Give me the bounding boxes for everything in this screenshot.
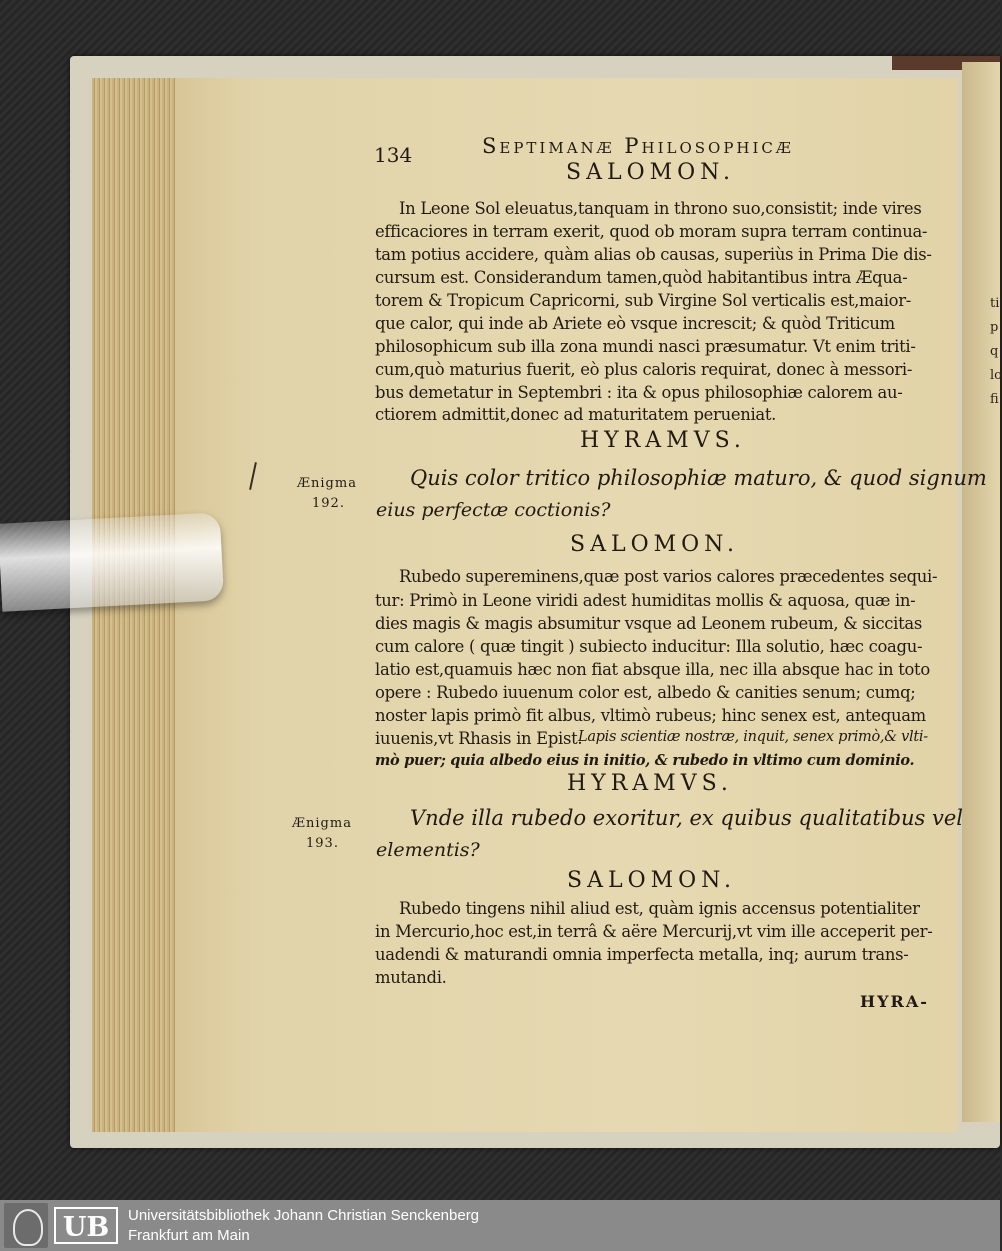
text-line: tam potius accidere, quàm alias ob causas, superiùs in Prima Die dis- — [375, 245, 932, 264]
question-line: elementis? — [376, 839, 480, 861]
margin-note: Ænigma — [297, 476, 357, 491]
library-logo[interactable] — [4, 1203, 120, 1248]
text-line: que calor, qui inde ab Ariete eò vsque increscit; & quòd Triticum — [375, 314, 895, 333]
speaker-heading: HYRAMVS. — [580, 428, 746, 453]
text-line: mutandi. — [375, 968, 447, 987]
text-line: philosophicum sub illa zona mundi nasci præsumatur. Vt enim triti- — [375, 337, 916, 356]
question-line: eius perfectæ coctionis? — [376, 499, 611, 521]
text-line: In Leone Sol eleuatus,tanquam in throno suo,consistit; inde vires — [399, 199, 922, 218]
text-line: Rubedo tingens nihil aliud est, quàm ignis accensus potentialiter — [399, 899, 920, 918]
margin-note: 193. — [306, 836, 339, 851]
question-line: Vnde illa rubedo exoritur, ex quibus qualitatibus vel — [410, 806, 964, 830]
speaker-heading: SALOMON. — [567, 868, 737, 893]
italic-quote: Lapis scientiæ nostræ, inquit, senex primò,& vlti- — [578, 729, 928, 745]
catchword: HYRA- — [860, 992, 929, 1011]
facing-page-fragment: ti — [990, 296, 1000, 311]
facing-page-edge — [962, 62, 1000, 1122]
text-line: noster lapis primò fit albus, vltimò rubeus; hinc senex est, antequam — [375, 706, 926, 725]
text-line: tur: Primò in Leone viridi adest humiditas mollis & aquosa, quæ in- — [375, 591, 916, 610]
library-footer — [0, 1200, 1000, 1251]
speaker-heading: SALOMON. — [570, 532, 740, 557]
margin-note: 192. — [312, 496, 345, 511]
question-line: Quis color tritico philosophiæ maturo, & quod signum — [410, 466, 987, 490]
facing-page-fragment: fi — [990, 392, 999, 407]
text-line: ctiorem admittit,donec ad maturitatem perueniat. — [375, 405, 777, 424]
text-line: in Mercurio,hoc est,in terrâ & aëre Mercurij,vt vim ille acceperit per- — [375, 922, 933, 941]
text-line: bus demetatur in Septembri : ita & opus philosophiæ calorem au- — [375, 383, 903, 402]
text-line: cum calore ( quæ tingit ) subiecto inducitur: Illa solutio, hæc coagu- — [375, 637, 923, 656]
text-line: dies magis & magis absumitur vsque ad Leonem rubeum, & siccitas — [375, 614, 922, 633]
glass-page-weight — [0, 512, 224, 611]
text-line: opere : Rubedo iuuenum color est, albedo & canities senum; cumq; — [375, 683, 916, 702]
text-line: uadendi & maturandi omnia imperfecta metalla, inq; aurum trans- — [375, 945, 909, 964]
italic-quote: mò puer; quia albedo eius in initio, & rubedo in vltimo cum dominio. — [375, 752, 915, 769]
facing-page-fragment: q — [990, 344, 999, 359]
text-line: iuuenis,vt Rhasis in Epist. — [375, 729, 583, 748]
speaker-heading: HYRAMVS. — [567, 771, 733, 796]
facing-page-fragment: p — [990, 320, 999, 335]
text-line: cum,quò maturius fuerit, eò plus caloris requirat, donec à messori- — [375, 360, 913, 379]
text-line: torem & Tropicum Capricorni, sub Virgine Sol verticalis est,maior- — [375, 291, 912, 310]
speaker-heading: SALOMON. — [566, 160, 736, 185]
text-line: efficaciores in terram exerit, quod ob moram supra terram continua- — [375, 222, 928, 241]
text-line: Rubedo supereminens,quæ post varios calores præcedentes sequi- — [399, 567, 938, 586]
library-name-line1: Universitätsbibliothek Johann Christian Senckenberg — [128, 1207, 480, 1224]
page-number: 134 — [374, 143, 413, 167]
running-title: Septimanæ Philosophicæ — [482, 134, 794, 158]
facing-page-fragment: lo — [990, 368, 1002, 383]
margin-note: Ænigma — [292, 816, 352, 831]
text-line: latio est,quamuis hæc non fiat absque illa, nec illa absque hac in toto — [375, 660, 930, 679]
library-seal-icon — [4, 1203, 48, 1248]
library-name-line2: Frankfurt am Main — [128, 1227, 250, 1244]
text-line: cursum est. Considerandum tamen,quòd habitantibus intra Æqua- — [375, 268, 908, 287]
ub-logo-text: UB — [54, 1207, 118, 1244]
